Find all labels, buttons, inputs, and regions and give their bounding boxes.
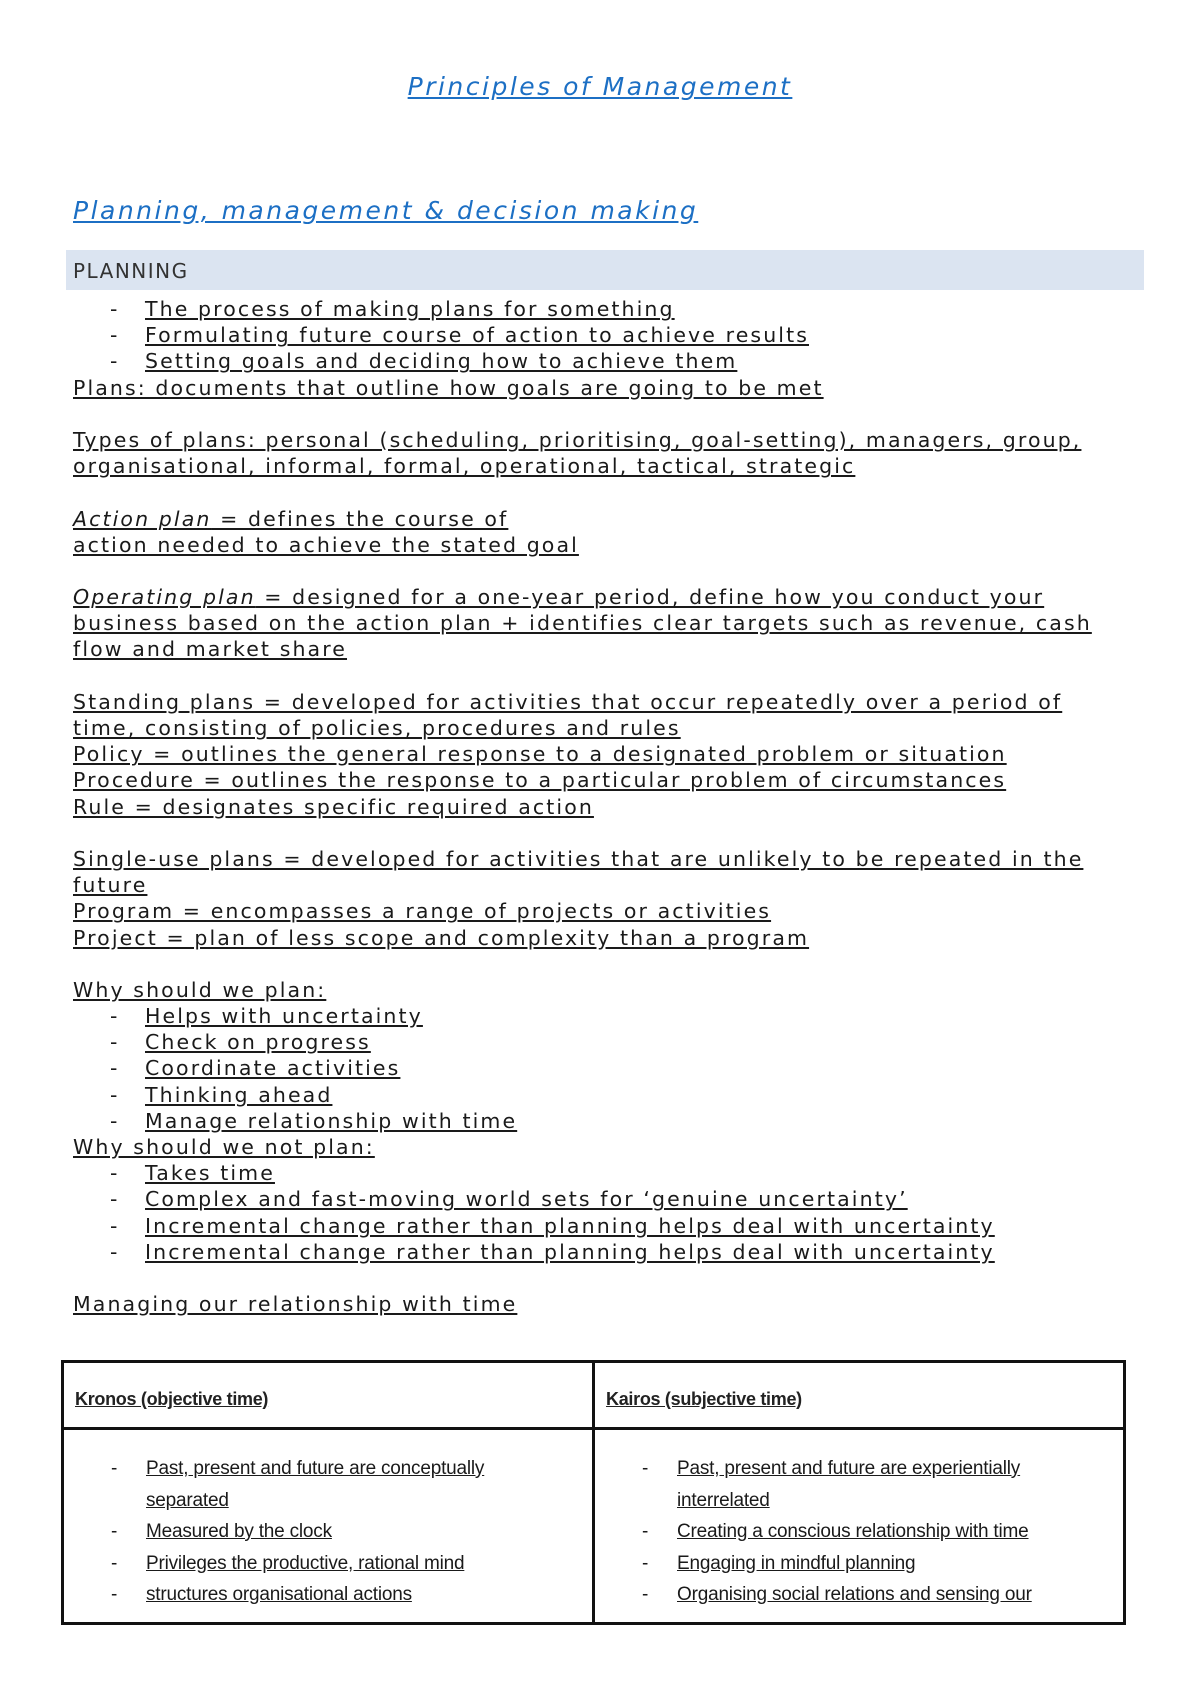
operating-plan-definition-cont: business based on the action plan + identifies clear targets such as revenue, cash — [73, 611, 1092, 636]
list-item: - Organising social relations and sensing our — [642, 1584, 1032, 1605]
planning-heading-band — [66, 250, 1144, 290]
project-definition: Project = plan of less scope and complexity than a program — [73, 925, 810, 950]
kairos-list — [596, 1453, 1122, 1611]
operating-plan-definition-cont: flow and market share — [73, 637, 348, 662]
planning-bullet: - The process of making plans for something — [110, 297, 675, 321]
single-use-plans-line: Single-use plans = developed for activities that are unlikely to be repeated in the — [73, 846, 1084, 871]
action-plan-definition: Action plan = defines the course of — [73, 506, 509, 531]
list-item: - Creating a conscious relationship with time — [642, 1521, 1029, 1542]
why-not-plan-item: - Takes time — [110, 1161, 275, 1186]
list-item: - Measured by the clock — [111, 1521, 332, 1542]
kairos-header: Kairos (subjective time) — [606, 1389, 802, 1409]
why-not-plan-item: - Complex and fast-moving world sets for ‘genuine uncertainty’ — [110, 1187, 908, 1212]
list-item: - Engaging in mindful planning — [642, 1552, 916, 1574]
kronos-header: Kronos (objective time) — [75, 1389, 269, 1409]
list-item: - Past, present and future are conceptually — [111, 1458, 485, 1479]
why-plan-item: - Manage relationship with time — [110, 1108, 518, 1133]
program-definition: Program = encompasses a range of projects or activities — [73, 899, 772, 924]
policy-definition: Policy = outlines the general response to a designated problem or situation — [73, 742, 1007, 767]
why-not-plan-item: - Incremental change rather than planning helps deal with uncertainty — [110, 1213, 995, 1238]
planning-heading: PLANNING — [73, 259, 189, 283]
why-not-plan-item: - Incremental change rather than planning helps deal with uncertainty — [110, 1239, 995, 1264]
types-of-plans-line: Types of plans: personal (scheduling, prioritising, goal-setting), managers, group, — [73, 427, 1082, 452]
rule-definition: Rule = designates specific required action — [73, 794, 594, 819]
planning-bullet: - Formulating future course of action to achieve results — [110, 323, 809, 348]
kronos-header-cell — [63, 1362, 594, 1429]
section-heading: Planning, management & decision making — [73, 196, 699, 225]
operating-plan-definition: Operating plan = designed for a one-year period, define how you conduct your — [73, 585, 1045, 610]
why-plan-item: - Thinking ahead — [110, 1082, 333, 1107]
document-title: Principles of Management — [407, 72, 793, 101]
managing-time-heading: Managing our relationship with time — [73, 1292, 518, 1317]
kronos-list — [65, 1453, 591, 1611]
list-item: - structures organisational actions — [111, 1584, 412, 1605]
kairos-header-cell — [594, 1362, 1125, 1429]
list-item: interrelated — [677, 1489, 770, 1511]
list-item: - Past, present and future are experientially — [642, 1458, 1021, 1479]
why-plan-item: - Helps with uncertainty — [110, 1004, 423, 1029]
single-use-plans-line: future — [73, 873, 148, 898]
document-body — [73, 296, 1163, 1317]
kairos-list-cell — [594, 1429, 1125, 1624]
plans-definition: Plans: documents that outline how goals are going to be met — [73, 375, 824, 400]
kronos-list-cell — [63, 1429, 594, 1624]
why-plan-heading: Why should we plan: — [73, 977, 327, 1002]
procedure-definition: Procedure = outlines the response to a particular problem of circumstances — [73, 768, 1007, 793]
types-of-plans-line: organisational, informal, formal, operational, tactical, strategic — [73, 454, 856, 479]
why-plan-item: - Coordinate activities — [110, 1056, 401, 1081]
kronos-kairos-table — [61, 1360, 1126, 1625]
why-not-plan-heading: Why should we not plan: — [73, 1135, 375, 1159]
list-item: - Privileges the productive, rational mind — [111, 1552, 465, 1574]
standing-plans-line: time, consisting of policies, procedures and rules — [73, 716, 681, 740]
action-plan-definition-cont: action needed to achieve the stated goal — [73, 532, 579, 557]
list-item: separated — [146, 1489, 229, 1511]
planning-bullet: - Setting goals and deciding how to achieve them — [110, 349, 738, 374]
standing-plans-line: Standing plans = developed for activities that occur repeatedly over a period of — [73, 689, 1063, 714]
why-plan-item: - Check on progress — [110, 1030, 371, 1055]
